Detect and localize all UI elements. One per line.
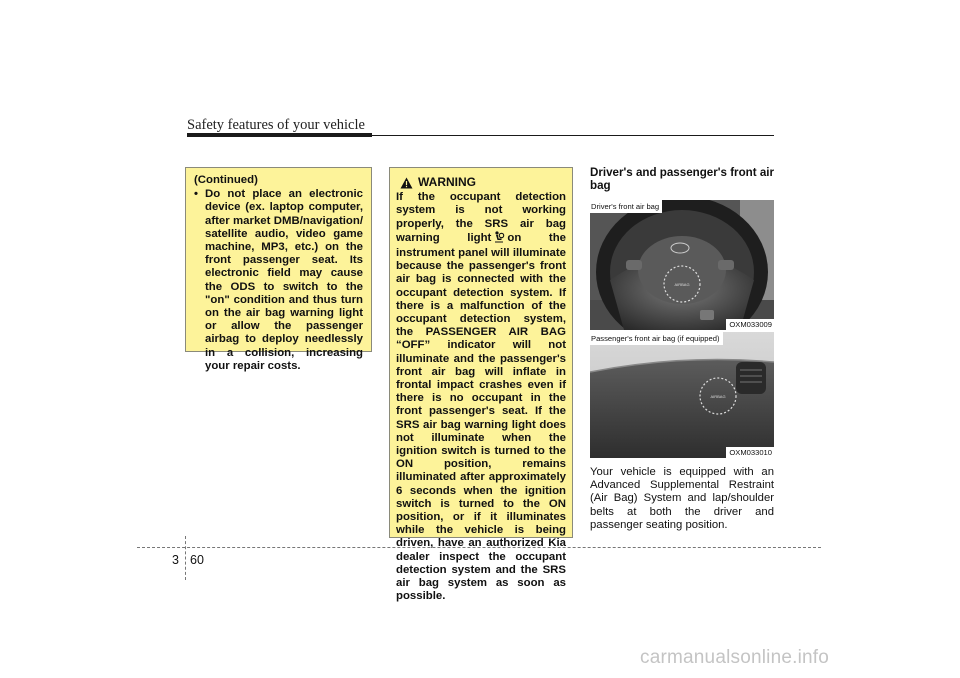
section-title: Safety features of your vehicle (187, 117, 365, 133)
warning-triangle-icon (400, 177, 413, 189)
warning-text-part-1: If the occupant detection system is not working properly, the SRS air bag warning light (396, 191, 566, 244)
continued-note-box (185, 167, 372, 372)
page-number: 60 (190, 553, 204, 567)
bullet-dot: • (194, 188, 198, 201)
bullet-item (194, 188, 363, 373)
airbag-warning-icon (493, 231, 505, 247)
warning-header (400, 176, 566, 189)
chapter-number: 3 (172, 553, 179, 567)
continued-heading: (Continued) (194, 174, 258, 186)
header-rule-thin (187, 135, 774, 136)
warning-box (389, 167, 573, 603)
driver-airbag-mark: AIRBAG (674, 282, 690, 287)
passenger-airbag-mark: AIRBAG (710, 394, 726, 399)
driver-airbag-photo (590, 200, 774, 330)
watermark: carmanualsonline.info (640, 647, 830, 668)
passenger-airbag-caption: Passenger's front air bag (if equipped) (590, 332, 723, 345)
airbag-section-body: Your vehicle is equipped with an Advanced Supplemental Restraint (Air Bag) System and lap/shoulder belts at both the driver and passenger seating position. (590, 466, 774, 531)
footer-vertical-rule (185, 536, 186, 580)
warning-body (396, 191, 566, 603)
airbag-section-heading: Driver's and passenger's front air bag (590, 166, 774, 192)
bullet-text: Do not place an electronic device (ex. laptop computer, after market DMB/navigation/ satellite audio, video game machine, MP3, etc.) on the front passenger seat. Its electronic field may cause the ODS to switch to the "on" condition and thus turn on the air bag warning light or allow the passenger airbag to deploy needlessly in a collision, increasing your repair costs. (205, 188, 363, 372)
footer-rule (137, 547, 821, 548)
passenger-airbag-photo (590, 332, 774, 458)
warning-title: WARNING (418, 175, 476, 189)
warning-text-part-2: on the instrument panel will illuminate because the passenger's front air bag is connected with the occupant detection system. If there is a malfunction of the occupant detection system, the PASSENGER AIR BAG “OFF” indicator will not illuminate and the passenger's front air bag will inflate in frontal impact crashes even if there is no occupant in the front passenger's seat. If the SRS air bag warning light does not illuminate when the ignition switch is turned to the ON position, remains illuminated after approximately 6 seconds when the ignition switch is turned to the ON position, or if it illuminates while the vehicle is being driven, have an authorized Kia dealer inspect the occupant detection system and the SRS air bag system as soon as possible. (396, 231, 567, 603)
passenger-airbag-code: OXM033010 (726, 447, 774, 458)
driver-airbag-caption: Driver's front air bag (590, 200, 662, 213)
driver-airbag-code: OXM033009 (726, 319, 774, 330)
